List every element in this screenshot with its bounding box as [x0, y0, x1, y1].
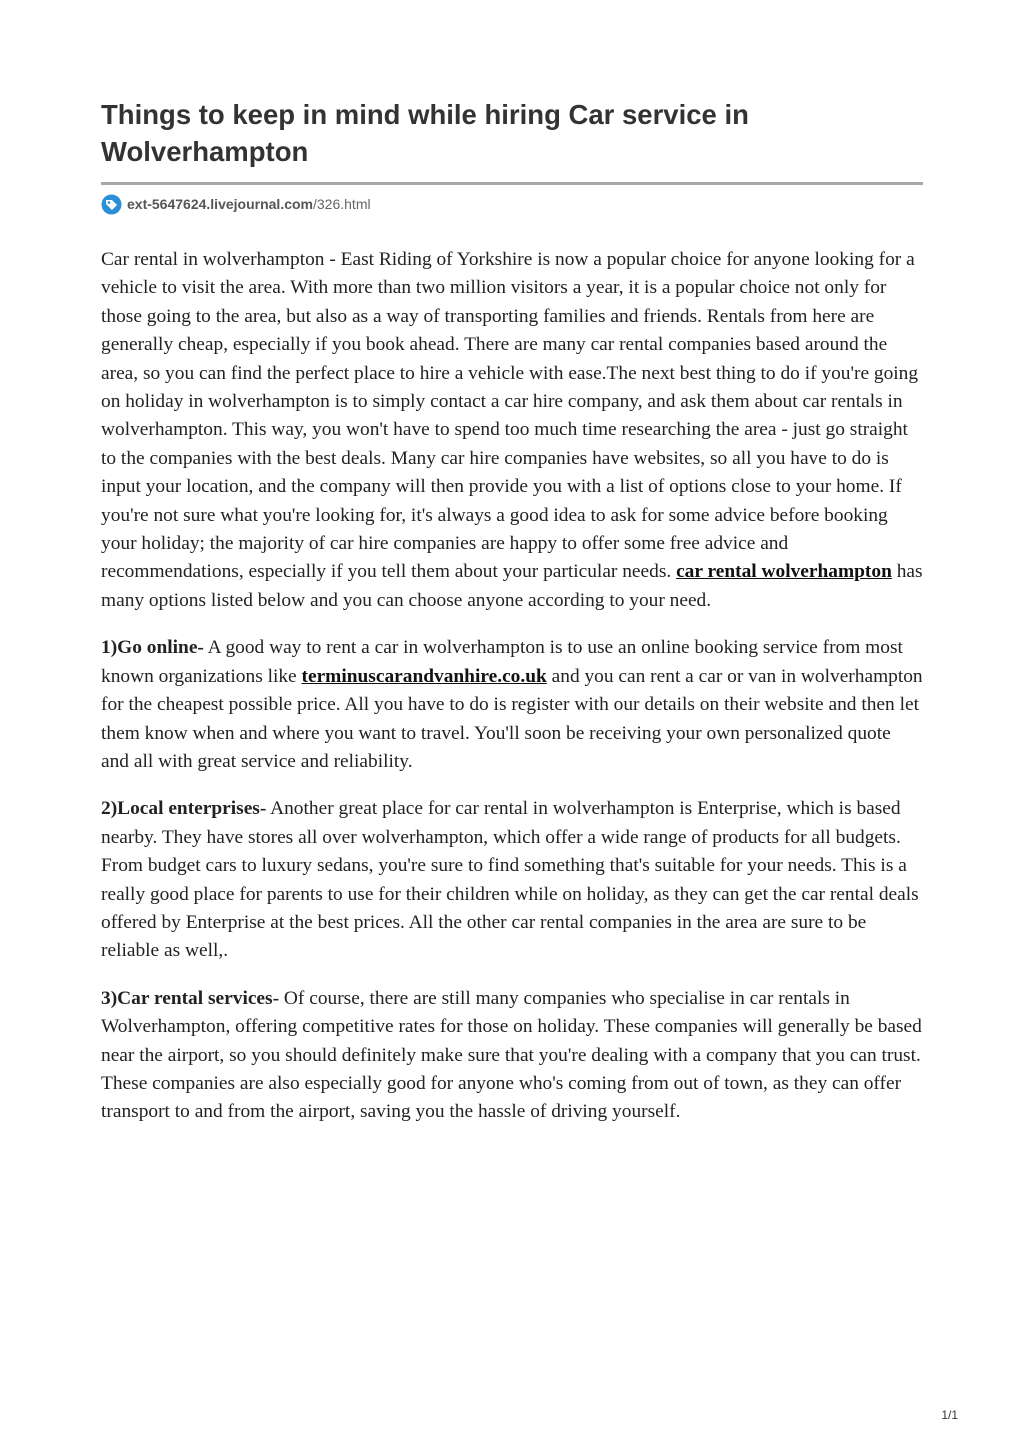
paragraph-intro — [101, 246, 923, 615]
document-page — [101, 96, 923, 1146]
paragraph-text: A good way to rent a car in wolverhampton is to use an online booking service from most known organizations like — [101, 637, 903, 687]
paragraph-text: has many options listed below and you can choose anyone according to your need. — [101, 561, 923, 611]
paragraph-heading: 1)Go online- — [101, 637, 204, 659]
paragraph-car-rental-services — [101, 985, 923, 1127]
paragraph-go-online — [101, 634, 923, 776]
source-link[interactable] — [127, 196, 371, 212]
terminus-link[interactable]: terminuscarandvanhire.co.uk — [301, 665, 547, 687]
paragraph-heading: 3)Car rental services- — [101, 987, 280, 1009]
source-line — [101, 193, 923, 215]
article-body — [101, 246, 923, 1127]
paragraph-text: Another great place for car rental in wolverhampton is Enterprise, which is based nearby. They have stores all over wolverhampton, which offer a wide range of products for all budgets. From budget cars to luxury sedans, you're sure to find something that's suitable for your needs. This is a really good place for parents to use for their children while on holiday, as they can get the car rental deals offered by Enterprise at the best prices. All the other car rental companies in the area are sure to be reliable as well,. — [101, 798, 919, 962]
source-domain: ext-5647624.livejournal.com — [127, 196, 313, 212]
title-divider — [101, 182, 923, 185]
paragraph-local-enterprises — [101, 795, 923, 965]
paragraph-text: Car rental in wolverhampton - East Riding of Yorkshire is now a popular choice for anyone looking for a vehicle to visit the area. With more than two million visitors a year, it is a popular choice not only for those going to the area, but also as a way of transporting families and friends. Rentals from here are generally cheap, especially if you book ahead. There are many car rental companies based around the area, so you can find the perfect place to hire a vehicle with ease.The next best thing to do if you're going on holiday in wolverhampton is to simply contact a car hire company, and ask them about car rentals in wolverhampton. This way, you won't have to spend too much time researching the area - just go straight to the companies with the best deals. Many car hire companies have websites, so all you have to do is input your location, and the company will then provide you with a list of options close to your home. If you're not sure what you're looking for, it's always a good idea to ask for some advice before booking your holiday; the majority of car hire companies are happy to offer some free advice and recommendations, especially if you tell them about your particular needs. — [101, 249, 919, 583]
paragraph-heading: 2)Local enterprises- — [101, 798, 267, 820]
paragraph-text: Of course, there are still many companies who specialise in car rentals in Wolverhampton, offering competitive rates for those on holiday. These companies will generally be based near the airport, so you should definitely make sure that you're dealing with a company that you can trust. These companies are also especially good for anyone who's coming from out of town, as they can offer transport to and from the airport, saving you the hassle of driving yourself. — [101, 987, 922, 1123]
page-number: 1/1 — [941, 1408, 958, 1422]
source-path: /326.html — [313, 196, 371, 212]
car-rental-link[interactable]: car rental wolverhampton — [676, 561, 892, 583]
page-title: Things to keep in mind while hiring Car service in Wolverhampton — [101, 99, 749, 167]
paragraph-text: and you can rent a car or van in wolverhampton for the cheapest possible price. All you have to do is register with our details on their website and then let them know when and where you want to travel. You'll soon be receiving your own personalized quote and all with great service and reliability. — [101, 665, 923, 772]
tag-icon — [101, 194, 122, 215]
